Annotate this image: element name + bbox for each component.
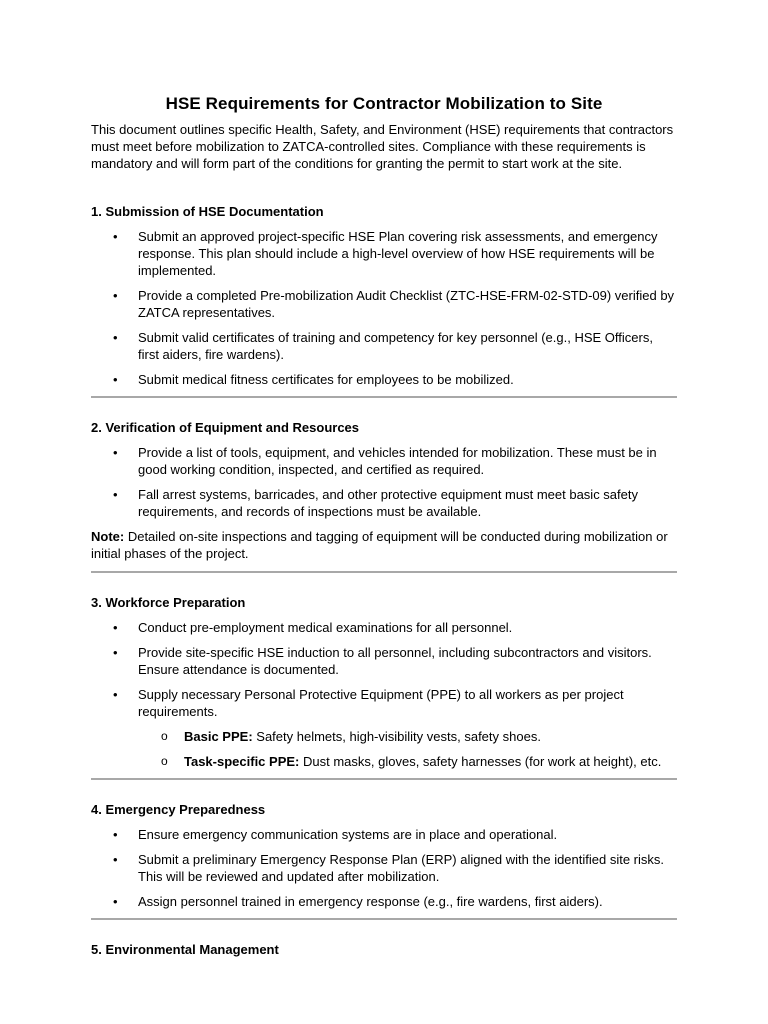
section-divider <box>91 778 677 780</box>
section-5 <box>91 941 677 958</box>
section-heading: 2. Verification of Equipment and Resources <box>91 420 360 435</box>
list-item: • Submit medical fitness certificates for employees to be mobilized. <box>91 371 677 388</box>
section-divider <box>91 396 677 398</box>
intro-paragraph: This document outlines specific Health, Safety, and Environment (HSE) requirements that contractors must meet before mobilization to ZATCA-controlled sites. Compliance with these requirements is mandatory and will form part of the conditions for granting the permit to start work at the site. <box>91 122 674 171</box>
list-item-text: Supply necessary Personal Protective Equipment (PPE) to all workers as per project requirements. <box>138 687 624 719</box>
sub-item-text: Safety helmets, high-visibility vests, safety shoes. <box>252 729 541 744</box>
list-item: • Submit an approved project-specific HSE Plan covering risk assessments, and emergency response. This plan should include a high-level overview of how HSE requirements will be implemented. <box>91 228 677 279</box>
sub-item-label: Basic PPE: <box>184 729 253 744</box>
list-item: • Submit a preliminary Emergency Response Plan (ERP) aligned with the identified site risks. This will be reviewed and updated after mobilization. <box>91 851 677 885</box>
bullet-list <box>91 826 677 910</box>
section-heading: 3. Workforce Preparation <box>91 595 246 610</box>
note-paragraph <box>91 528 677 562</box>
sub-list <box>138 728 677 770</box>
list-item <box>91 686 677 770</box>
section-heading: 5. Environmental Management <box>91 942 279 957</box>
list-item: • Conduct pre-employment medical examinations for all personnel. <box>91 619 677 636</box>
section-2 <box>91 419 677 573</box>
note-label: Note: <box>91 529 125 544</box>
sub-list-item <box>138 728 677 745</box>
section-3 <box>91 594 677 780</box>
sub-list-item <box>138 753 677 770</box>
list-item: • Assign personnel trained in emergency response (e.g., fire wardens, first aiders). <box>91 893 677 910</box>
list-item: • Provide site-specific HSE induction to all personnel, including subcontractors and visitors. Ensure attendance is documented. <box>91 644 677 678</box>
section-divider <box>91 571 677 573</box>
section-1 <box>91 203 677 398</box>
bullet-list <box>91 444 677 520</box>
section-heading: 4. Emergency Preparedness <box>91 802 266 817</box>
bullet-list <box>91 619 677 770</box>
bullet-list <box>91 228 677 388</box>
list-item: • Provide a completed Pre-mobilization Audit Checklist (ZTC-HSE-FRM-02-STD-09) verified by ZATCA representatives. <box>91 287 677 321</box>
list-item: • Provide a list of tools, equipment, and vehicles intended for mobilization. These must be in good working condition, inspected, and certified as required. <box>91 444 677 478</box>
document-body <box>91 93 677 966</box>
document-title: HSE Requirements for Contractor Mobilization to Site <box>165 94 603 113</box>
note-text: Detailed on-site inspections and tagging of equipment will be conducted during mobilization or initial phases of the project. <box>91 529 668 561</box>
list-item: • Ensure emergency communication systems are in place and operational. <box>91 826 677 843</box>
sub-item-label: Task-specific PPE: <box>184 754 300 769</box>
sub-item-text: Dust masks, gloves, safety harnesses (for work at height), etc. <box>299 754 662 769</box>
section-heading: 1. Submission of HSE Documentation <box>91 204 324 219</box>
list-item: • Submit valid certificates of training and competency for key personnel (e.g., HSE Officers, first aiders, fire wardens). <box>91 329 677 363</box>
section-divider <box>91 918 677 920</box>
list-item: • Fall arrest systems, barricades, and other protective equipment must meet basic safety requirements, and records of inspections must be available. <box>91 486 677 520</box>
section-4 <box>91 801 677 920</box>
